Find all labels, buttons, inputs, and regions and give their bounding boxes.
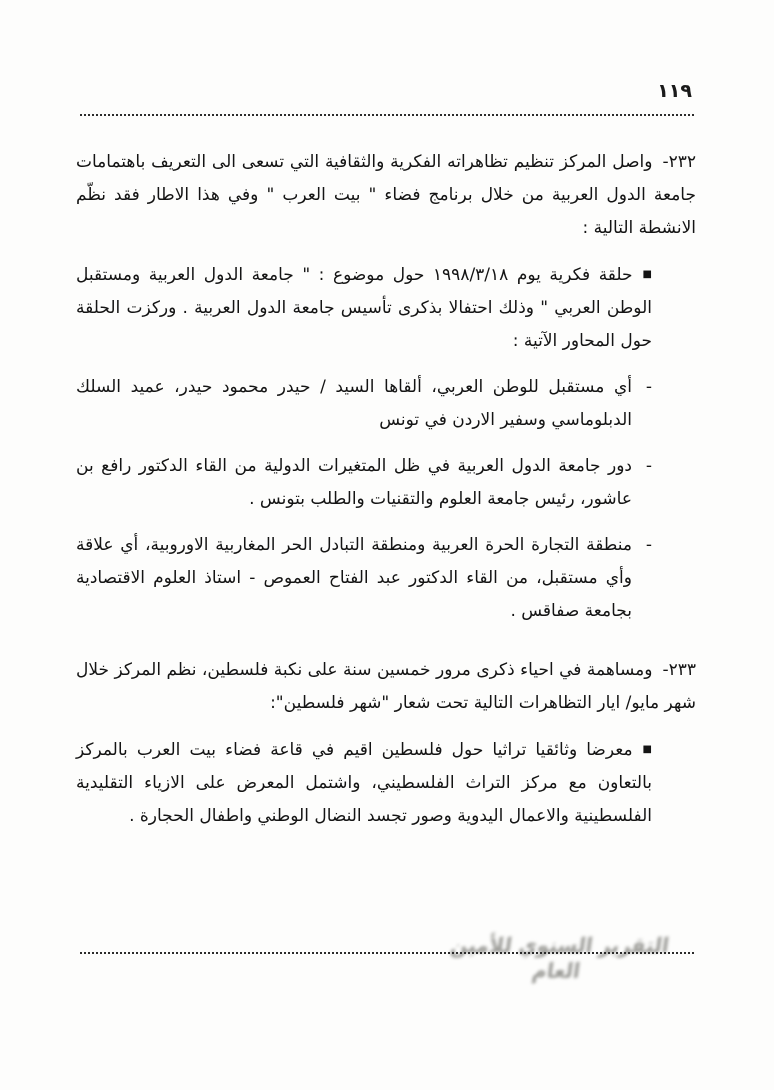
paragraph-text: ومساهمة في احياء ذكرى مرور خمسين سنة على نكبة فلسطين، نظم المركز خلال شهر مايو/ ايار التظاهرات التالية تحت شعار "شهر فلسطين": [76, 660, 696, 713]
page-content [76, 146, 696, 846]
top-divider [80, 114, 694, 116]
list-item-bullet [76, 733, 696, 833]
dash-marker: - [645, 456, 652, 476]
footer-stamp: التقرير السنوي للأمين العام [448, 932, 671, 984]
list-item-text: حلقة فكرية يوم ١٩٩٨/٣/١٨ حول موضوع : " جامعة الدول العربية ومستقبل الوطن العربي " وذلك احتفالا بذكرى تأسيس جامعة الدول العربية . وركزت الحلقة حول المحاور الآتية : [76, 265, 652, 351]
list-item-text: أي مستقبل للوطن العربي، ألقاها السيد / حيدر محمود حيدر، عميد السلك الدبلوماسي وسفير الاردن في تونس [76, 377, 632, 430]
page-number: ١١٩ [657, 80, 692, 102]
numbered-paragraph-232 [76, 146, 696, 245]
list-item-dash [76, 529, 696, 628]
list-item-dash [76, 371, 696, 437]
dash-marker: - [645, 535, 652, 555]
paragraph-number: ٢٣٢- [662, 152, 696, 172]
list-item-bullet [76, 258, 696, 358]
paragraph-number: ٢٣٣- [662, 660, 696, 680]
list-item-text: معرضا وثائقيا تراثيا حول فلسطين اقيم في قاعة فضاء بيت العرب بالمركز بالتعاون مع مركز التراث الفلسطيني، واشتمل المعرض على الازياء التقليدية الفلسطينية والاعمال اليدوية وصور تجسد النضال الوطني واطفال الحجارة . [76, 740, 652, 826]
bottom-divider [80, 952, 694, 954]
bullet-square-icon: ■ [642, 744, 652, 755]
dash-marker: - [645, 377, 652, 397]
bullet-square-icon: ■ [642, 269, 652, 280]
list-item-dash [76, 450, 696, 516]
list-item-text: منطقة التجارة الحرة العربية ومنطقة التبادل الحر المغاربية الاوروبية، أي علاقة وأي مستقبل، من القاء الدكتور عبد الفتاح العموص - استاذ العلوم الاقتصادية بجامعة صفاقس . [76, 535, 632, 621]
paragraph-text: واصل المركز تنظيم تظاهراته الفكرية والثقافية التي تسعى الى التعريف باهتمامات جامعة الدول العربية من خلال برنامج فضاء " بيت العرب " وفي هذا الاطار فقد نظّم الانشطة التالية : [76, 152, 696, 238]
list-item-text: دور جامعة الدول العربية في ظل المتغيرات الدولية من القاء الدكتور رافع بن عاشور، رئيس جامعة العلوم والتقنيات والطلب بتونس . [76, 456, 632, 509]
numbered-paragraph-233 [76, 654, 696, 720]
